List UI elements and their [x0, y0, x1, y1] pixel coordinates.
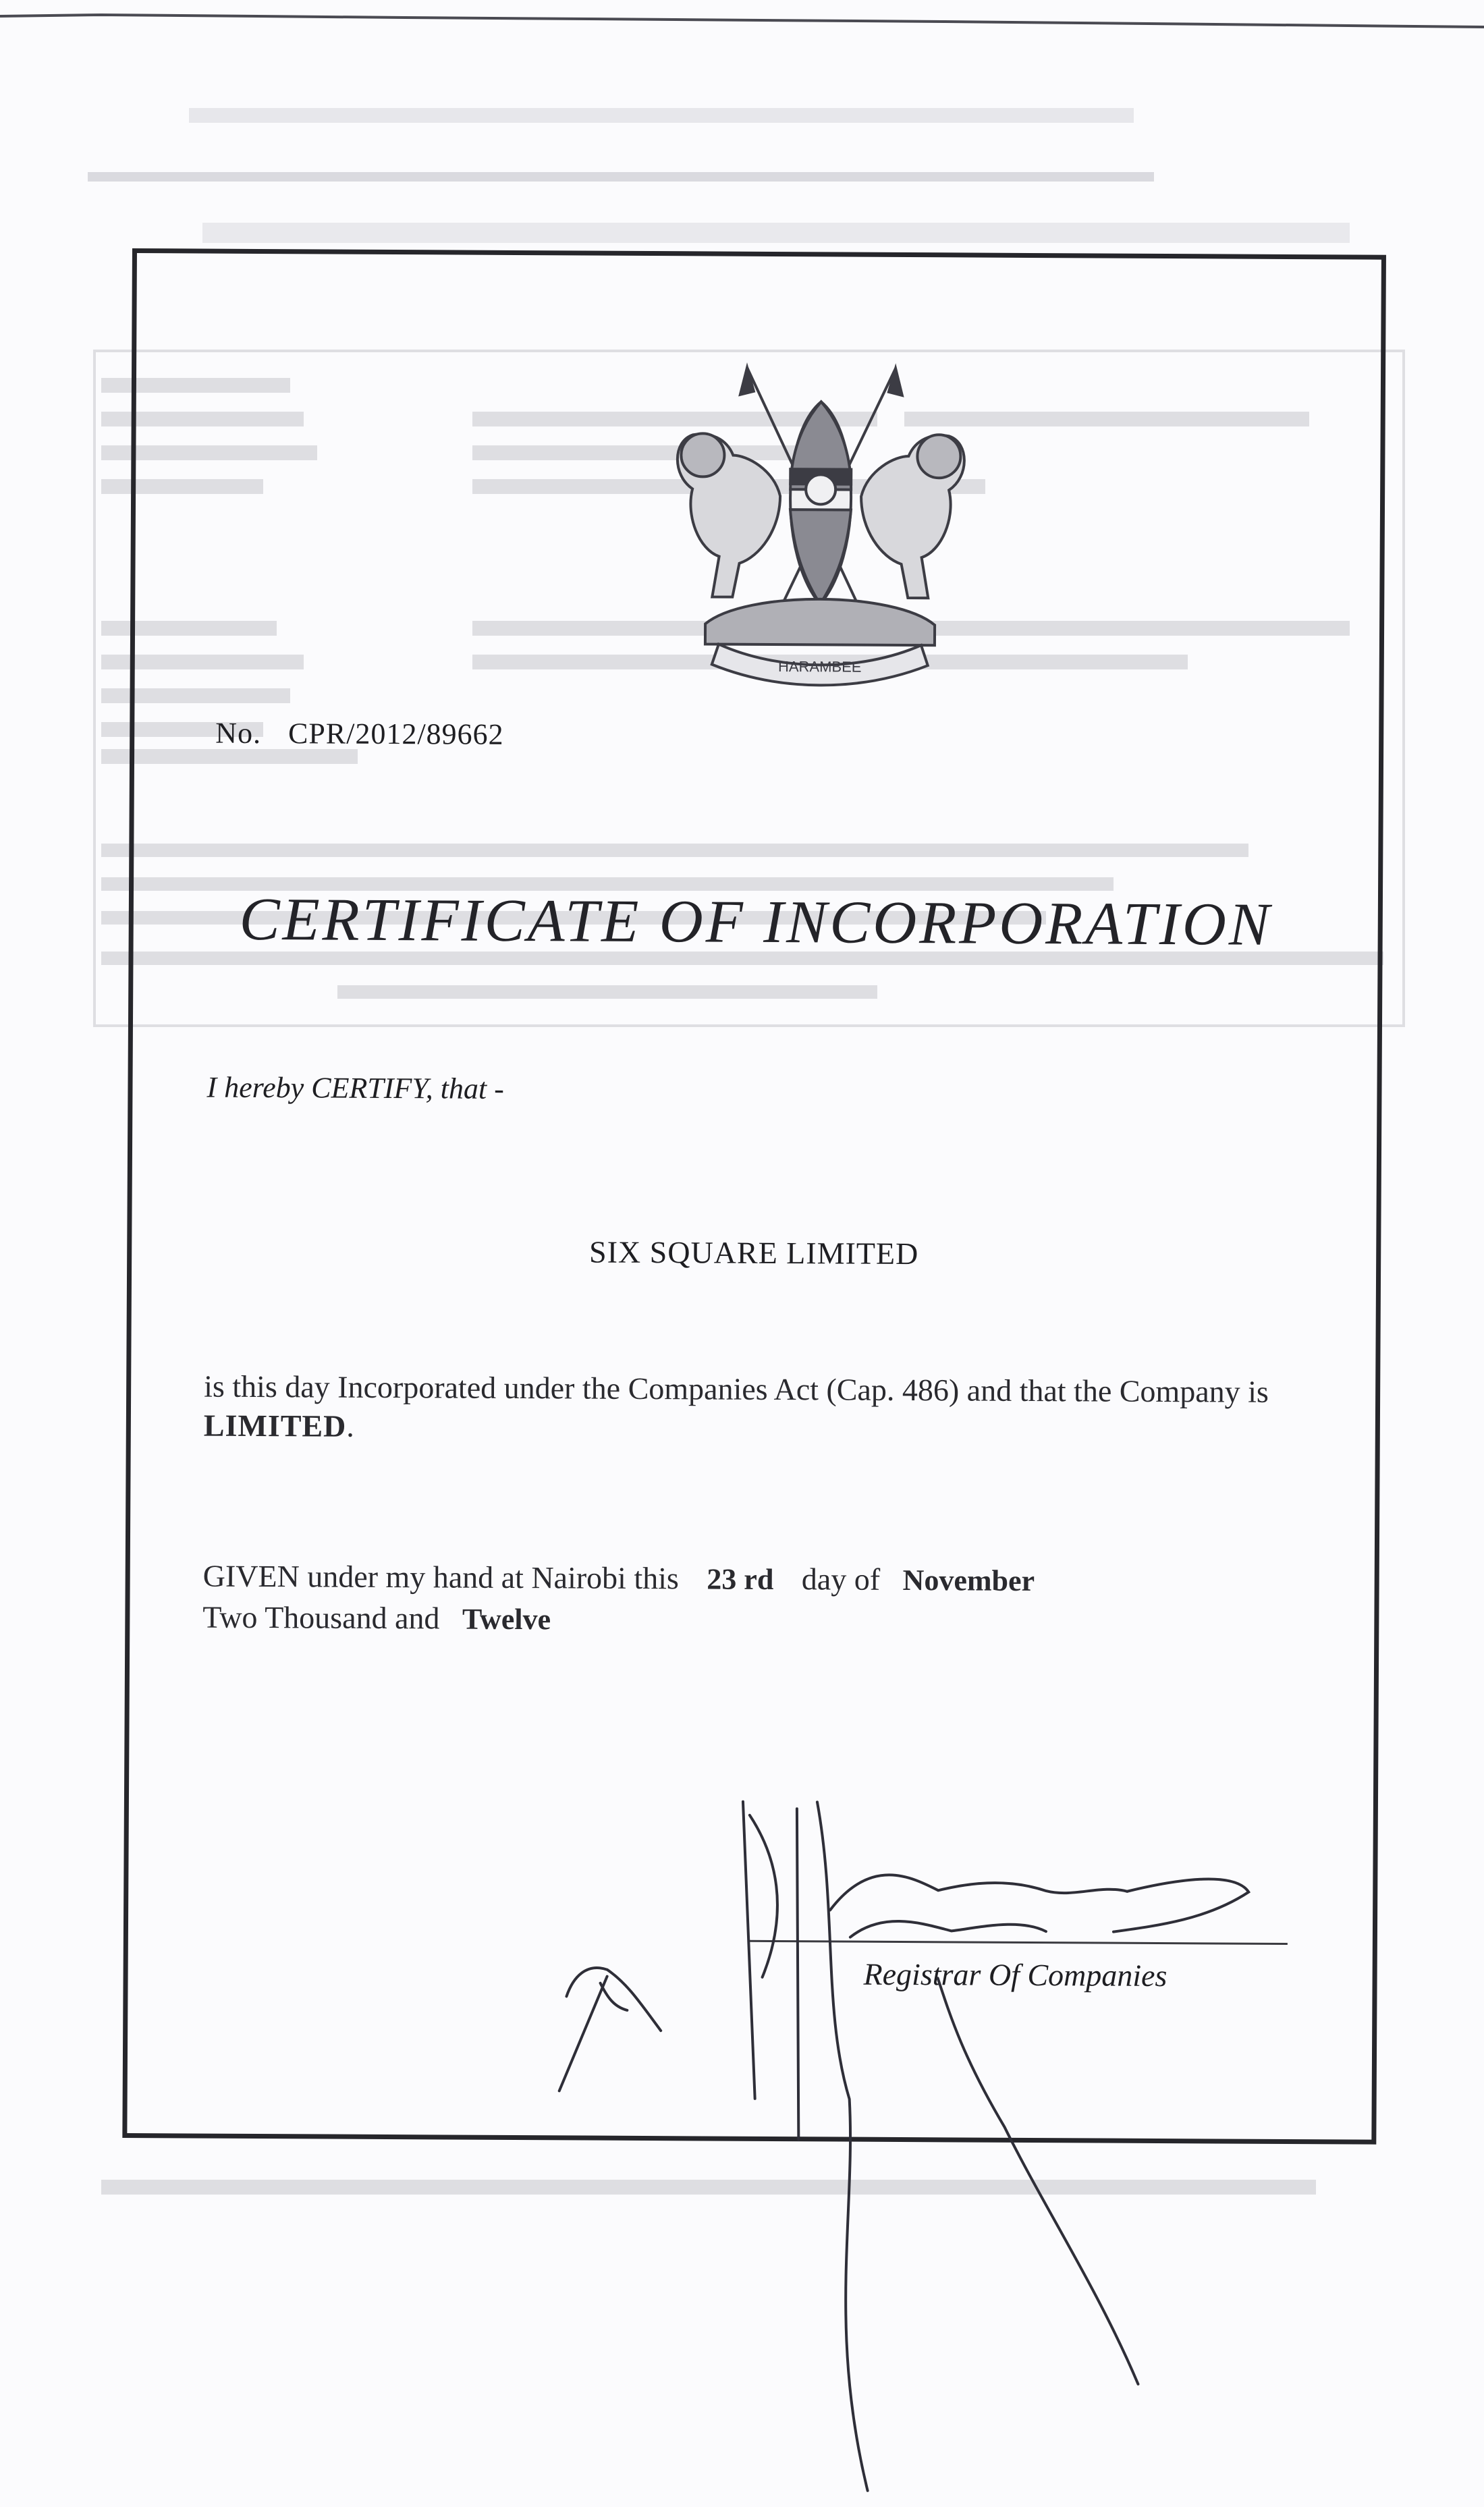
certificate-frame: [122, 248, 1386, 2145]
given-statement: [202, 1556, 1310, 1645]
certificate-number: [215, 716, 504, 752]
certificate-number-label: No.: [215, 716, 262, 750]
given-day-of: day of: [801, 1562, 881, 1597]
given-year: Twelve: [462, 1602, 551, 1636]
certificate-title: CERTIFICATE OF INCORPORATION: [239, 885, 1273, 958]
given-month: November: [902, 1564, 1035, 1598]
company-name: SIX SQUARE LIMITED: [588, 1234, 919, 1271]
signatory-title: Registrar Of Companies: [863, 1956, 1167, 1993]
limited-word: LIMITED: [203, 1408, 347, 1443]
certificate-number-value: CPR/2012/89662: [287, 717, 504, 751]
incorporation-text-end: .: [346, 1408, 354, 1443]
given-year-prefix: Two Thousand and: [202, 1599, 440, 1636]
certify-statement: I hereby CERTIFY, that -: [207, 1070, 504, 1105]
given-text: GIVEN under my hand at Nairobi this: [202, 1558, 680, 1596]
incorporation-statement: [204, 1367, 1311, 1452]
crest-motto-text: HARAMBEE: [777, 658, 862, 676]
given-day: 23 rd: [707, 1562, 774, 1597]
scan-edge-line: [0, 9, 1484, 36]
coat-of-arms-emblem: [644, 354, 997, 693]
registrar-signature: [530, 1773, 1412, 2507]
incorporation-text: is this day Incorporated under the Companies Act (Cap. 486) and that the Company is: [204, 1369, 1269, 1409]
